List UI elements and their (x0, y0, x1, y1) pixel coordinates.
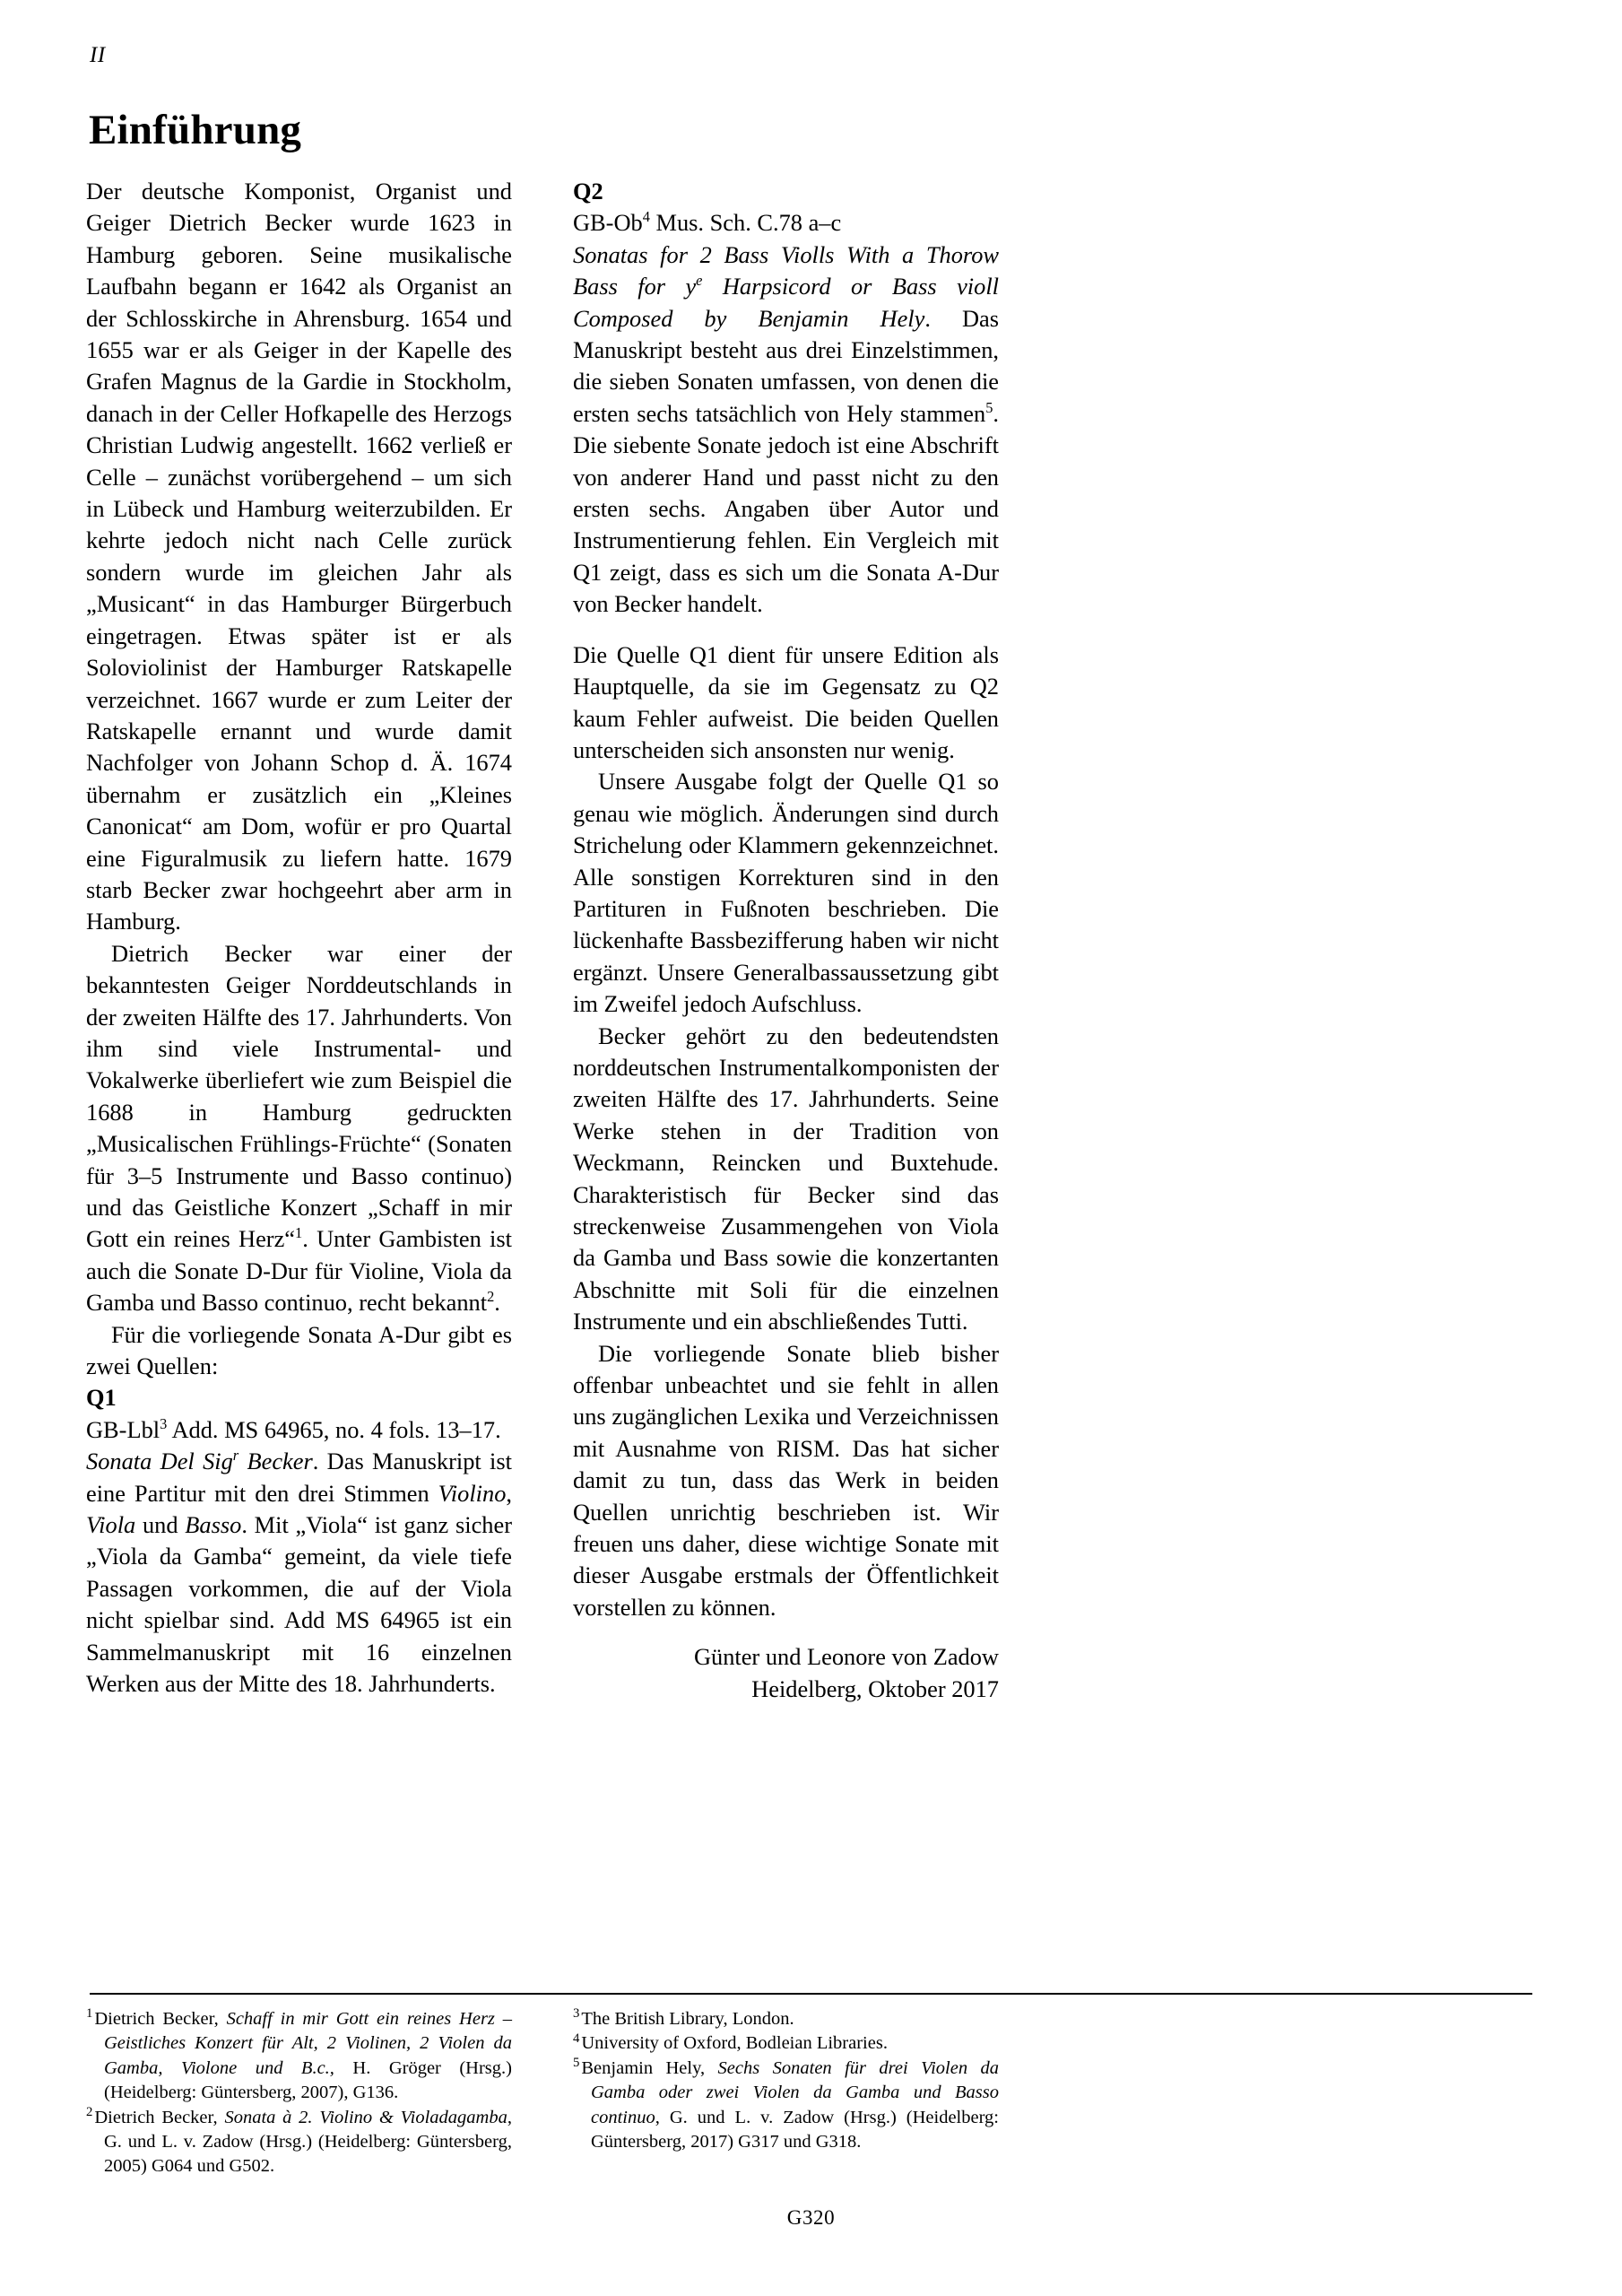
paragraph-becker-significance (573, 1021, 999, 1338)
text-run: Die vorliegende Sonate blieb bisher offenbar unbeachtet und sie fehlt in allen uns zugänglichen Lexika und Verzeichnissen mit Ausnahme von RISM. Das hat sicher damit zu tun, dass das Werk in beiden Quellen unrichtig beschrieben ist. Wir freuen uns daher, diese wichtige Sonate mit dieser Ausgabe erstmals der Öffentlichkeit vorstellen zu können. (573, 1339, 999, 1621)
italic-text: Violino (438, 1479, 507, 1507)
paragraph-editorial-method (573, 766, 999, 1020)
text-run: Mus. Sch. C.78 a–c (649, 209, 842, 237)
text-run: . Das Manuskript ist eine Partitur mit den drei Stimmen (86, 1448, 512, 1507)
text-run: H. Gröger (Hrsg.) (Heidelberg: Güntersberg, 2007), G136. (104, 2057, 512, 2103)
text-run: Unsere Ausgabe folgt der Quelle Q1 so genau wie möglich. Änderungen sind durch Strichelung oder Klammern gekennzeichnet. Alle sonstigen Korrekturen sind in den Partituren in Fußnoten beschrieben. Die lückenhafte Bassbezifferung haben wir nicht ergänzt. Unsere Generalbassaussetzung gibt im Zweifel jedoch Aufschluss. (573, 768, 999, 1018)
footnotes-right-column (573, 2007, 999, 2179)
footnote-2 (86, 2106, 512, 2179)
text-run: Für die vorliegende Sonata A-Dur gibt es zwei Quellen: (86, 1320, 512, 1380)
text-run: Der deutsche Komponist, Organist und Geiger Dietrich Becker wurde 1623 in Hamburg geboren. Seine musikalische Laufbahn begann er 1642 als Organist an der Schlosskirche in Ahrensburg. 1654 und 1655 war er als Geiger in der Kapelle des Grafen Magnus de la Gardie in Stockholm, danach in der Celler Hofkapelle des Herzogs Christian Ludwig angestellt. 1662 verließ er Celle – zunächst vorübergehend – um sich in Lübeck und Hamburg weiterzubilden. Er kehrte jedoch nicht nach Celle zurück sondern wurde im gleichen Jahr als „Musicant“ in das Hamburger Bürgerbuch eingetragen. Etwas später ist er als Soloviolinist der Hamburger Ratskapelle verzeichnet. 1667 wurde er zum Leiter der Ratskapelle ernannt und wurde damit Nachfolger von Johann Schop d. Ä. 1674 übernahm er zusätzlich ein „Kleines Canonicat“ am Dom, wofür er pro Quartal eine Figuralmusik zu liefern hatte. 1679 starb Becker zwar hochgeehrt aber arm in Hamburg. (86, 178, 512, 935)
paragraph-first-publication (573, 1338, 999, 1624)
text-run: . Die siebente Sonate jedoch ist eine Abschrift von anderer Hand und passt nicht zu den ersten sechs. Angaben über Autor und Instrumentierung fehlen. Ein Vergleich mit Q1 zeigt, dass es sich um die Sonata A-Dur von Becker handelt. (573, 399, 999, 618)
italic-text: Sechs Sonaten für drei Violen da Gamba oder zwei Violen da Gamba und Basso continuo (591, 2057, 999, 2127)
text-run: Die Quelle Q1 dient für unsere Edition als Hauptquelle, da sie im Gegensatz zu Q2 kaum Fehler aufweist. Die beiden Quellen unterscheiden sich ansonsten nur wenig. (573, 640, 999, 763)
text-run: . Mit „Viola“ ist ganz sicher „Viola da Gamba“ gemeint, da viele tiefe Passagen vorkommen, die auf der Viola nicht spielbar sind. Add MS 64965 ist ein Sammelmanuskript mit 16 einzelnen Werken aus der Mitte des 18. Jahrhunderts. (86, 1511, 512, 1698)
paragraph-biography-1 (86, 176, 512, 938)
plate-number: G320 (786, 2206, 836, 2229)
paragraph-biography-2 (86, 938, 512, 1319)
footnote-reference: 4 (642, 208, 650, 226)
text-run: und (135, 1511, 186, 1539)
footnote-1 (86, 2007, 512, 2106)
footnote-reference: 5 (985, 399, 993, 417)
italic-text: Sonata Del Sig (86, 1448, 233, 1475)
footnote-4 (573, 2031, 999, 2056)
italic-text: Becker (239, 1448, 313, 1475)
page-folio-number: II (90, 43, 106, 67)
superscript-letter: e (696, 272, 703, 290)
superscript-letter: r (232, 1447, 239, 1465)
footnote-separator-rule (90, 1993, 1532, 1995)
italic-text: Basso (185, 1511, 242, 1539)
footnote-5 (573, 2057, 999, 2155)
paragraph-main-source (573, 639, 999, 767)
page-title: Einführung (89, 107, 302, 153)
text-run: . Das Manuskript besteht aus drei Einzelstimmen, die sieben Sonaten umfassen, von denen die ersten sechs tatsächlich von Hely stammen (573, 304, 999, 427)
footnote-reference: 3 (160, 1415, 168, 1433)
text-run: Benjamin Hely, (581, 2057, 718, 2078)
footnote-number: 4 (573, 2031, 580, 2046)
paragraph-two-sources (86, 1319, 512, 1383)
footnote-number: 5 (573, 2055, 580, 2070)
signature-authors: Günter und Leonore von Zadow (693, 1643, 999, 1671)
footnote-reference: 1 (295, 1224, 303, 1242)
text-run: . (494, 1289, 500, 1317)
source-q1-description (86, 1446, 512, 1700)
source-q2-heading: Q2 (573, 178, 603, 204)
text-run: , (506, 1479, 512, 1507)
text-run: GB-Lbl (86, 1415, 160, 1443)
footnotes-left-column (86, 2007, 512, 2179)
italic-text: Sonatas for 2 Bass Violls With a Thorow Bass for y (573, 240, 999, 300)
left-column (86, 176, 512, 1705)
text-run: GB-Ob (573, 209, 643, 237)
italic-text: Schaff in mir Gott ein reines Herz – Geistliches Konzert für Alt, 2 Violinen, 2 Violen da Gamba, Violone und B.c., (104, 2009, 512, 2078)
italic-text: Harpsicord or Bass violl Composed by Benjamin Hely (573, 273, 999, 332)
footnote-number: 2 (86, 2104, 93, 2119)
footnote-number: 3 (573, 2006, 580, 2022)
text-run: . Unter Gambisten ist auch die Sonate D-Dur für Violine, Viola da Gamba und Basso continuo, recht bekannt (86, 1225, 512, 1317)
footnote-reference: 2 (487, 1288, 495, 1306)
text-run: , G. und L. v. Zadow (Hrsg.) (Heidelberg: Güntersberg, 2005) G064 und G502. (104, 2107, 512, 2177)
source-q1-heading: Q1 (86, 1384, 117, 1412)
text-run: , G. und L. v. Zadow (Hrsg.) (Heidelberg: Güntersberg, 2017) G317 und G318. (591, 2107, 999, 2152)
text-run: University of Oxford, Bodleian Libraries. (581, 2033, 888, 2054)
text-run: Dietrich Becker, (94, 2009, 227, 2029)
right-column (573, 176, 999, 1705)
text-run: Dietrich Becker, (94, 2107, 225, 2127)
source-q2-shelfmark (573, 207, 999, 239)
left-column-paragraphs (86, 176, 512, 1382)
text-run: The British Library, London. (581, 2009, 794, 2029)
text-run: Add. MS 64965, no. 4 fols. 13–17. (167, 1415, 501, 1443)
source-q2-description (573, 239, 999, 621)
source-q1-shelfmark (86, 1414, 512, 1446)
text-run: Becker gehört zu den bedeutendsten norddeutschen Instrumentalkomponisten der zweiten Hälfte des 17. Jahrhunderts. Seine Werke stehen in der Tradition von Weckmann, Reincken und Buxtehude. Charakteristisch für Becker sind das streckenweise Zusammengehen von Viola da Gamba und Bass sowie die konzertanten Abschnitte mit Soli für die einzelnen Instrumente und ein abschließendes Tutti. (573, 1022, 999, 1335)
italic-text: Sonata à 2. Violino & Violadagamba (224, 2107, 507, 2127)
signature-place-date: Heidelberg, Oktober 2017 (751, 1674, 999, 1702)
italic-text: Viola (86, 1511, 136, 1539)
footnote-3 (573, 2007, 999, 2031)
two-column-body (86, 176, 1536, 1705)
footnote-number: 1 (86, 2006, 93, 2022)
text-run: Dietrich Becker war einer der bekanntesten Geiger Norddeutschlands in der zweiten Hälfte des 17. Jahrhunderts. Von ihm sind viele Instrumental- und Vokalwerke überliefert wie zum Beispiel die 1688 in Hamburg gedruckten „Musicalischen Frühlings-Früchte“ (Sonaten für 3–5 Instrumente und Basso continuo) und das Geistliche Konzert „Schaff in mir Gott ein reines Herz“ (86, 939, 512, 1253)
footnotes-area (86, 2007, 1536, 2179)
right-column-paragraphs (573, 639, 999, 1624)
editor-signature (573, 1641, 999, 1705)
